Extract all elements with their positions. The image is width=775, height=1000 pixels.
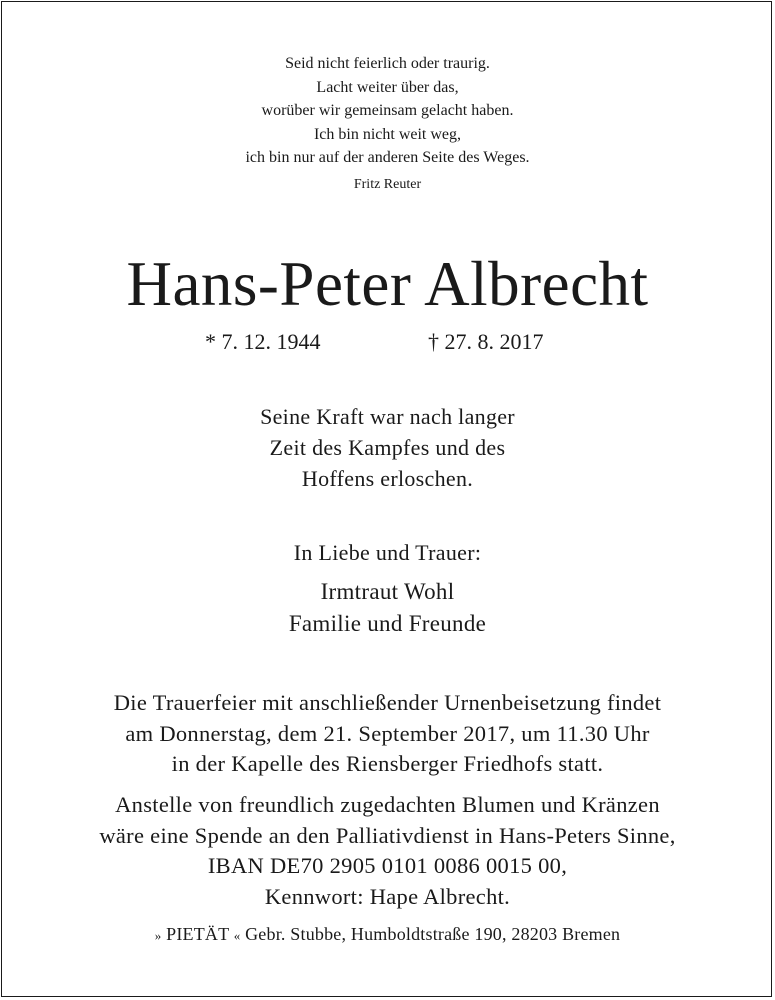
death-date: † 27. 8. 2017 xyxy=(428,329,544,354)
close-quote: « xyxy=(233,928,241,943)
poem-line: Ich bin nicht weit weg, xyxy=(313,125,462,143)
service-info xyxy=(0,688,775,780)
statement xyxy=(0,401,775,494)
mourner-name: Familie und Freunde xyxy=(288,611,487,636)
birth-date: * 7. 12. 1944 xyxy=(205,329,321,354)
funeral-home-brand: PIETÄT xyxy=(166,924,229,944)
poem-line: worüber wir gemeinsam gelacht haben. xyxy=(261,102,514,119)
service-line: am Donnerstag, dem 21. September 2017, um 11.30 Uhr xyxy=(125,720,650,746)
poem-line: Seid nicht feierlich oder traurig. xyxy=(285,55,490,72)
mourners-list xyxy=(0,576,775,640)
funeral-home-footer xyxy=(0,921,775,949)
open-quote: » xyxy=(154,928,162,943)
donation-info xyxy=(0,790,775,912)
mourning-label: In Liebe und Trauer: xyxy=(293,540,482,565)
funeral-home-address: Gebr. Stubbe, Humboldtstraße 190, 28203 Bremen xyxy=(245,924,621,944)
service-line: in der Kapelle des Riensberger Friedhofs statt. xyxy=(171,751,604,776)
statement-line: Zeit des Kampfes und des xyxy=(269,435,506,460)
statement-line: Seine Kraft war nach langer xyxy=(260,404,515,429)
mourner-name: Irmtraut Wohl xyxy=(320,579,455,604)
poem xyxy=(0,52,775,170)
deceased-name: Hans-Peter Albrecht xyxy=(126,249,649,319)
poem-line: Lacht weiter über das, xyxy=(316,78,459,96)
donation-line: wäre eine Spende an den Palliativdienst in Hans-Peters Sinne, xyxy=(99,822,676,848)
statement-line: Hoffens erloschen. xyxy=(301,466,474,491)
donation-line: Anstelle von freundlich zugedachten Blumen und Kränzen xyxy=(115,792,660,817)
poem-author: Fritz Reuter xyxy=(353,177,422,192)
donation-line: IBAN DE70 2905 0101 0086 0015 00, xyxy=(207,853,568,878)
service-line: Die Trauerfeier mit anschließender Urnenbeisetzung findet xyxy=(113,690,662,715)
donation-line: Kennwort: Hape Albrecht. xyxy=(264,883,511,909)
poem-line: ich bin nur auf der anderen Seite des Weges. xyxy=(245,149,530,166)
